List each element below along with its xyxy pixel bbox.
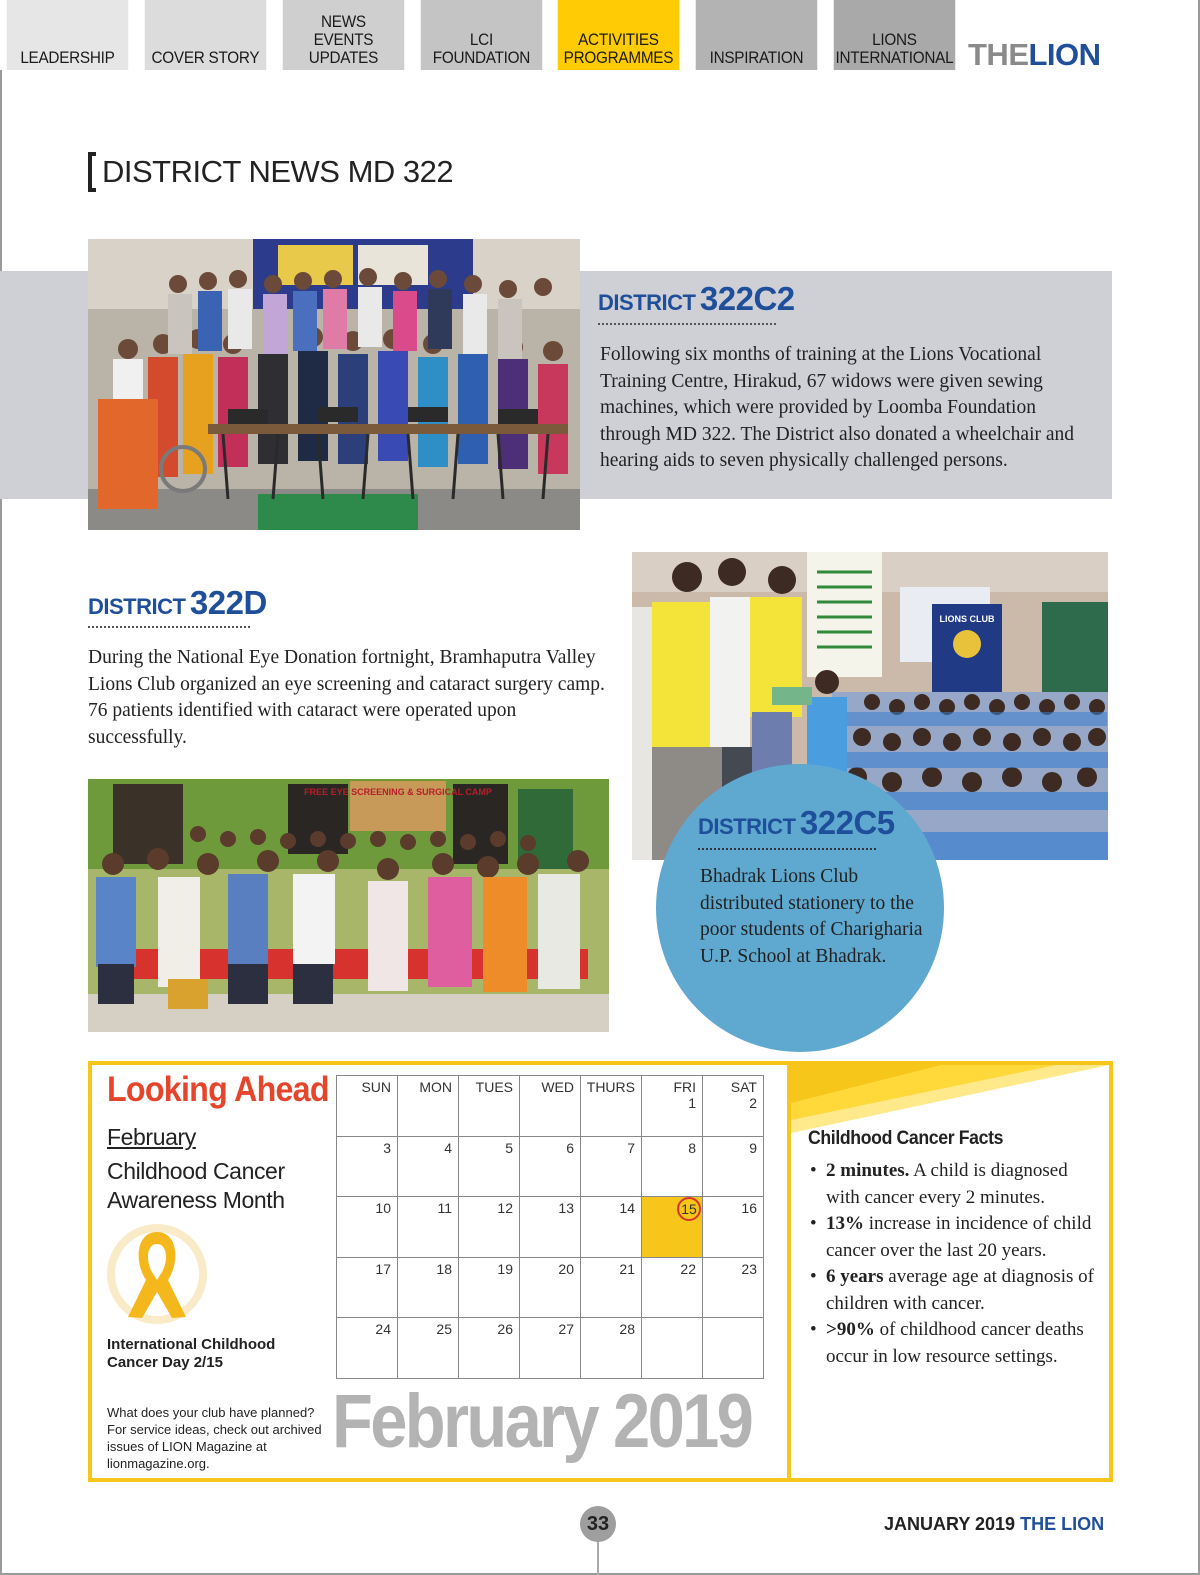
calendar-cell-highlighted	[642, 1197, 703, 1258]
calendar-cell: FRI 1	[642, 1076, 703, 1137]
calendar-cell: 17	[337, 1257, 398, 1318]
calendar-cell: 7	[581, 1136, 642, 1197]
calendar-cell: 10	[337, 1197, 398, 1258]
heading-dotted-rule	[88, 626, 250, 628]
heading-dotted-rule	[698, 848, 876, 850]
calendar-cell: WED	[520, 1076, 581, 1137]
page-number-line	[597, 1540, 599, 1575]
district-322c2-heading: DISTRICT 322C2	[598, 280, 795, 317]
tab-leadership[interactable]: LEADERSHIP	[7, 0, 128, 70]
calendar-cell: 22	[642, 1257, 703, 1318]
district-322c5-heading: DISTRICT 322C5	[698, 804, 895, 841]
calendar-cell: 6	[520, 1136, 581, 1197]
cancer-day-label: International Childhood Cancer Day 2/15	[107, 1336, 276, 1371]
calendar-cell: 14	[581, 1197, 642, 1258]
eye-camp-banner: FREE EYE SCREENING & SURGICAL CAMP	[304, 787, 492, 797]
title-bracket	[88, 152, 96, 192]
heading-dotted-rule	[598, 323, 776, 325]
page-number: 33	[580, 1506, 616, 1542]
calendar-cell: 9	[703, 1136, 764, 1197]
tab-cover-story[interactable]: COVER STORY	[145, 0, 266, 70]
calendar-cell: 12	[459, 1197, 520, 1258]
calendar-cell: 5	[459, 1136, 520, 1197]
photo-eye-camp-patients-image	[88, 779, 609, 1032]
calendar-cell	[703, 1318, 764, 1379]
footer-issue: JANUARY 2019 THE LION	[884, 1514, 1105, 1534]
calendar-cell: 11	[398, 1197, 459, 1258]
calendar-cell: 20	[520, 1257, 581, 1318]
page-title: DISTRICT NEWS MD 322	[88, 152, 453, 192]
calendar-cell: 24	[337, 1318, 398, 1379]
calendar-cell	[642, 1318, 703, 1379]
facts-title: Childhood Cancer Facts	[808, 1128, 1004, 1149]
calendar-cell: 28	[581, 1318, 642, 1379]
photo-eye-camp-patients	[88, 779, 609, 1032]
facts-list	[808, 1158, 1098, 1370]
calendar-cell: 21	[581, 1257, 642, 1318]
february-calendar	[336, 1075, 764, 1379]
calendar-cell: 27	[520, 1318, 581, 1379]
tab-lions-international[interactable]: LIONS INTERNATIONAL	[834, 0, 955, 70]
decorative-stripes-graphic	[791, 1065, 1109, 1133]
lions-club-banner: LIONS CLUB	[939, 614, 995, 624]
calendar-cell: SAT 2	[703, 1076, 764, 1137]
calendar-cell: 18	[398, 1257, 459, 1318]
calendar-cell: 16	[703, 1197, 764, 1258]
gold-ribbon-graphic	[106, 1222, 208, 1326]
calendar-cell: 23	[703, 1257, 764, 1318]
list-item: • 6 years average age at diagnosis of children with cancer.	[808, 1264, 1098, 1317]
masthead-logo: THELION	[968, 37, 1101, 72]
gold-ribbon-icon	[106, 1222, 208, 1326]
calendar-cell: 8	[642, 1136, 703, 1197]
district-322d-heading: DISTRICT 322D	[88, 584, 267, 621]
photo-sewing-machine-distribution	[88, 239, 580, 530]
district-322c2-text: Following six months of training at the Lions Vocational Training Centre, Hirakud, 67 widows were given sewing machines, which were provided by Loomba Foundation through MD 322. The District also donated a wheelchair and hearing aids to seven physically challenged persons.	[600, 344, 1075, 471]
calendar-cell: 4	[398, 1136, 459, 1197]
photo-sewing-machine-distribution-image	[88, 239, 580, 530]
calendar-cell: TUES	[459, 1076, 520, 1137]
calendar-cell: 3	[337, 1136, 398, 1197]
awareness-month-label: Childhood Cancer Awareness Month	[107, 1158, 285, 1213]
calendar-cell: SUN	[337, 1076, 398, 1137]
tab-inspiration[interactable]: INSPIRATION	[696, 0, 817, 70]
section-nav	[0, 0, 965, 70]
service-ideas-note: What does your club have planned? For service ideas, check out archived issues of LION Magazine at lionmagazine.org.	[107, 1405, 322, 1471]
tab-activities-programmes[interactable]: ACTIVITIES PROGRAMMES	[558, 0, 679, 70]
list-item: • >90% of childhood cancer deaths occur in low resource settings.	[808, 1317, 1098, 1370]
date-circle-marker: 15	[677, 1197, 701, 1221]
calendar-cell: 13	[520, 1197, 581, 1258]
calendar-cell: MON	[398, 1076, 459, 1137]
decorative-stripes	[791, 1065, 1109, 1133]
calendar-month-year: February 2019	[332, 1379, 752, 1464]
looking-ahead-month: February	[107, 1124, 196, 1150]
district-322c5-text: Bhadrak Lions Club distributed stationery to the poor students of Charigharia U.P. School at Bhadrak.	[700, 866, 923, 967]
district-322d-text: During the National Eye Donation fortnight, Bramhaputra Valley Lions Club organized an eye screening and cataract surgery camp. 76 patients identified with cataract were operated upon successfully.	[88, 647, 605, 748]
calendar-cell: 25	[398, 1318, 459, 1379]
calendar-cell: THURS	[581, 1076, 642, 1137]
list-item: • 13% increase in incidence of child cancer over the last 20 years.	[808, 1211, 1098, 1264]
list-item: • 2 minutes. A child is diagnosed with cancer every 2 minutes.	[808, 1158, 1098, 1211]
calendar-cell: 19	[459, 1257, 520, 1318]
tab-news-events-updates[interactable]: NEWS EVENTS UPDATES	[282, 0, 403, 70]
calendar-cell: 26	[459, 1318, 520, 1379]
tab-lci-foundation[interactable]: LCI FOUNDATION	[420, 0, 541, 70]
looking-ahead-title: Looking Ahead	[107, 1070, 329, 1109]
